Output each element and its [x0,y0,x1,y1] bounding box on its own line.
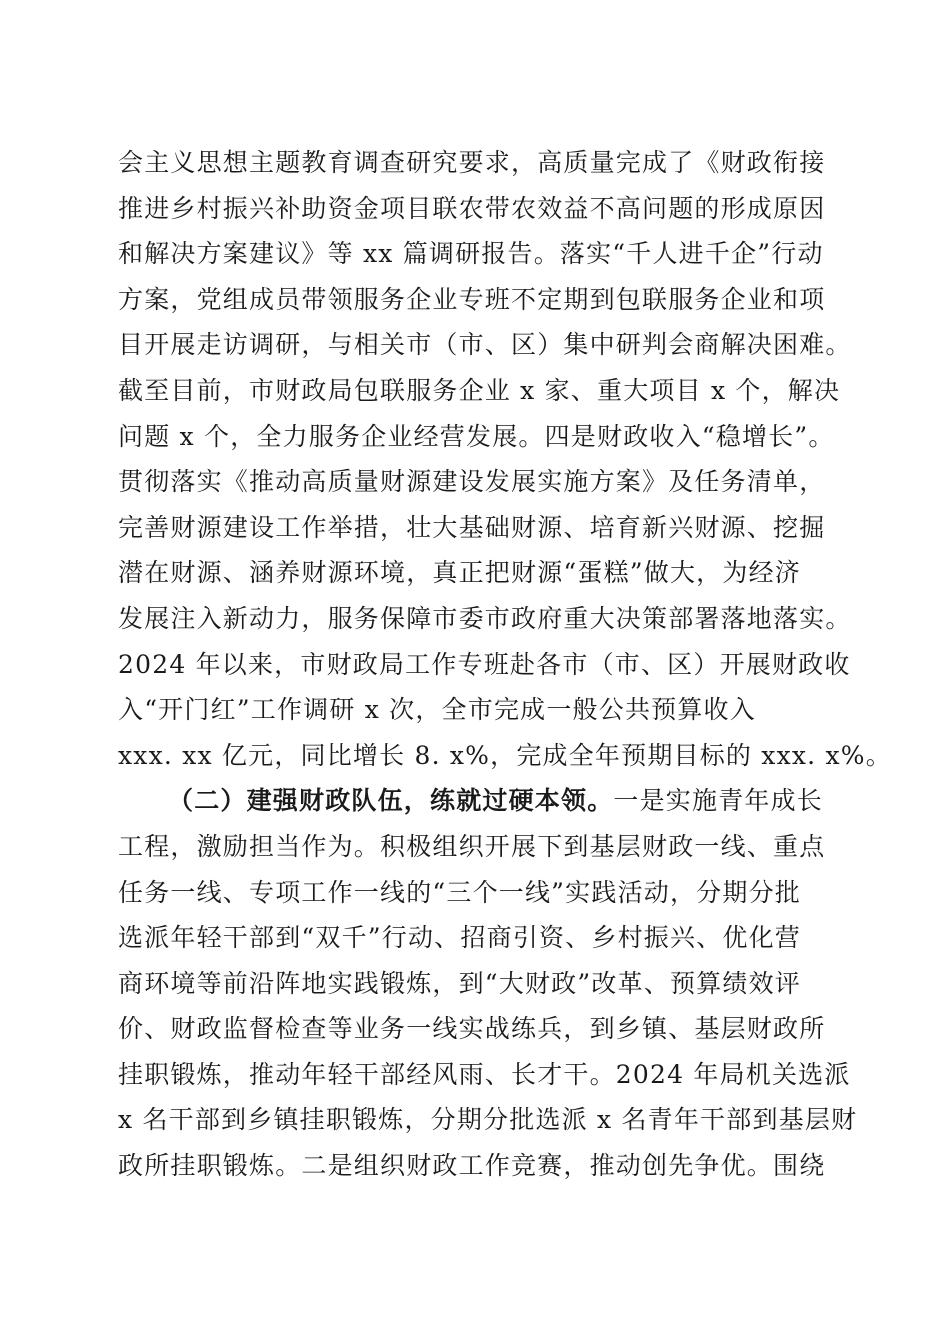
text-line: xxx. xx 亿元，同比增长 8. x%，完成全年预期目标的 xxx. x%。 [118,740,892,770]
text-line: x 名干部到乡镇挂职锻炼，分期分批选派 x 名青年干部到基层财 [118,1105,858,1135]
text-line: 价、财政监督检查等业务一线实战练兵，到乡镇、基层财政所 [118,1014,826,1044]
text-line: 问题 x 个，全力服务企业经营发展。四是财政收入“稳增长”。 [118,421,835,451]
body-text [118,140,892,1189]
text-line: 入“开门红”工作调研 x 次，全市完成一般公共预算收入 [118,695,756,725]
text-line: 贯彻落实《推动高质量财源建设发展实施方案》及任务清单， [118,467,826,497]
text-line: 方案，党组成员带领服务企业专班不定期到包联服务企业和项 [118,284,826,314]
section-heading-line [118,778,838,824]
section-heading-rest: 一是实施青年成长 [613,786,824,816]
text-line: 工程，激励担当作为。积极组织开展下到基层财政一线、重点 [118,831,826,861]
text-line: 完善财源建设工作举措，壮大基础财源、培育新兴财源、挖掘 [118,512,826,542]
text-line: 截至目前，市财政局包联服务企业 x 家、重大项目 x 个，解决 [118,375,841,405]
text-line: 政所挂职锻炼。二是组织财政工作竞赛，推动创先争优。围绕 [118,1151,826,1181]
text-line: 目开展走访调研，与相关市（市、区）集中研判会商解决困难。 [118,330,852,360]
text-line: 推进乡村振兴补助资金项目联农带农效益不高问题的形成原因 [118,193,826,223]
text-line: 潜在财源、涵养财源环境，真正把财源“蛋糕”做大，为经济 [118,558,801,588]
text-line: 会主义思想主题教育调查研究要求，高质量完成了《财政衔接 [118,148,826,177]
text-line: 发展注入新动力，服务保障市委市政府重大决策部署落地落实。 [118,603,852,633]
text-line: 挂职锻炼，推动年轻干部经风雨、长才干。2024 年局机关选派 [118,1059,851,1089]
text-line: 任务一线、专项工作一线的“三个一线”实践活动，分期分批 [118,877,801,907]
section-heading: （二）建强财政队伍，练就过硬本领。 [168,786,614,816]
text-line: 和解决方案建议》等 xx 篇调研报告。落实“千人进千企”行动 [118,239,824,269]
text-line: 选派年轻干部到“双千”行动、招商引资、乡村振兴、优化营 [118,923,801,953]
text-line: 2024 年以来，市财政局工作专班赴各市（市、区）开展财政收 [118,649,851,679]
text-line: 商环境等前沿阵地实践锻炼，到“大财政”改革、预算绩效评 [118,968,801,998]
